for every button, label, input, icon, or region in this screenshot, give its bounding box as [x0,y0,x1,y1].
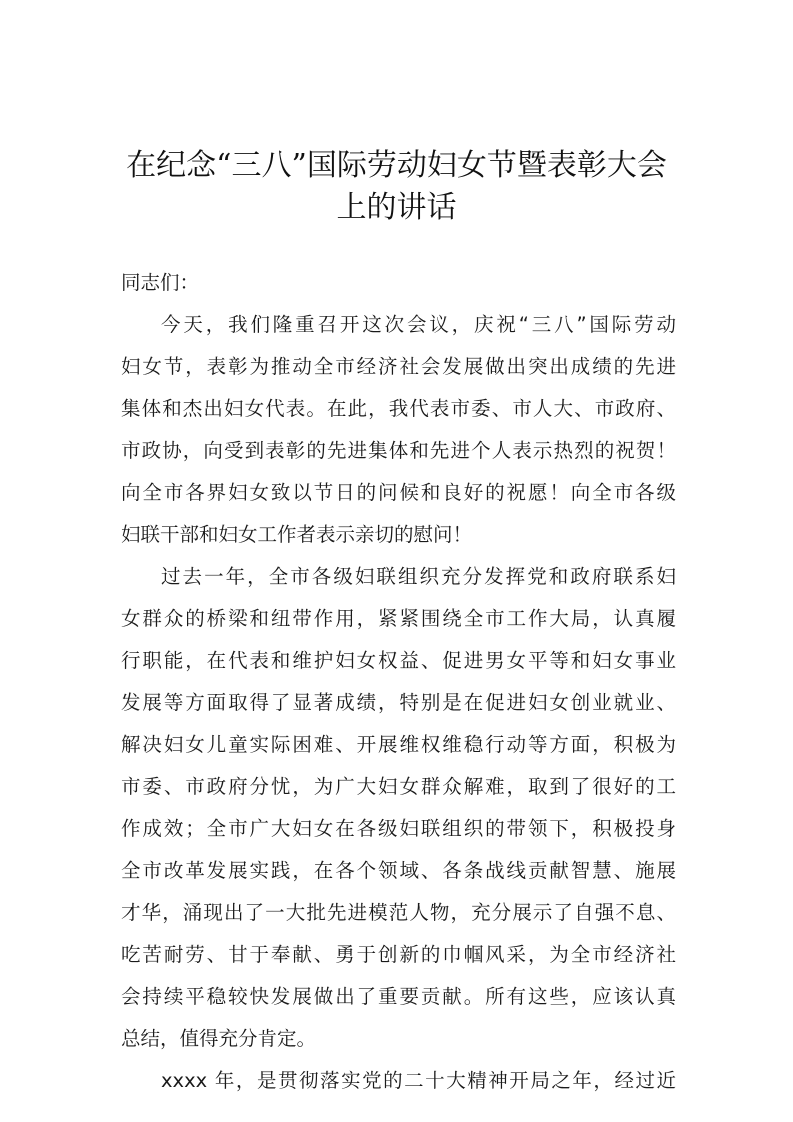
paragraph-1-line: 妇女节，表彰为推动全市经济社会发展做出突出成绩的先进 [121,355,676,378]
paragraph-2-line: 吃苦耐劳、甘于奉献、勇于创新的巾帼风采，为全市经济社 [121,943,676,966]
paragraph-3-line: xxxx 年，是贯彻落实党的二十大精神开局之年，经过近 [161,1069,676,1092]
document-title-line-2: 上的讲话 [336,190,457,225]
paragraph-1-line: 市政协，向受到表彰的先进集体和先进个人表示热烈的祝贺！ [121,439,676,462]
paragraph-2-line: 过去一年，全市各级妇联组织充分发挥党和政府联系妇 [161,565,676,588]
paragraph-2-line: 作成效；全市广大妇女在各级妇联组织的带领下，积极投身 [121,817,676,840]
paragraph-2-line: 行职能，在代表和维护妇女权益、促进男女平等和妇女事业 [121,649,676,672]
paragraph-1-line: 今天，我们隆重召开这次会议，庆祝“三八”国际劳动 [161,313,676,336]
paragraph-2-line: 发展等方面取得了显著成绩，特别是在促进妇女创业就业、 [121,691,676,714]
paragraph-1-line: 向全市各界妇女致以节日的问候和良好的祝愿！向全市各级 [121,481,676,504]
paragraph-2-line: 才华，涌现出了一大批先进模范人物，充分展示了自强不息、 [121,901,676,924]
paragraph-2-line: 全市改革发展实践，在各个领域、各条战线贡献智慧、施展 [121,859,676,882]
paragraph-2-line: 会持续平稳较快发展做出了重要贡献。所有这些，应该认真 [121,985,676,1008]
paragraph-2-line: 总结，值得充分肯定。 [121,1027,317,1050]
paragraph-1-line: 妇联干部和妇女工作者表示亲切的慰问！ [121,523,473,546]
paragraph-2-line: 女群众的桥梁和纽带作用，紧紧围绕全市工作大局，认真履 [121,607,676,630]
paragraph-2-line: 解决妇女儿童实际困难、开展维权维稳行动等方面，积极为 [121,733,676,756]
paragraph-1-line: 集体和杰出妇女代表。在此，我代表市委、市人大、市政府、 [121,397,676,420]
salutation: 同志们： [121,271,200,294]
paragraph-2-line: 市委、市政府分忧，为广大妇女群众解难，取到了很好的工 [121,775,676,798]
document-title-line-1: 在纪念“三八”国际劳动妇女节暨表彰大会 [126,148,667,183]
